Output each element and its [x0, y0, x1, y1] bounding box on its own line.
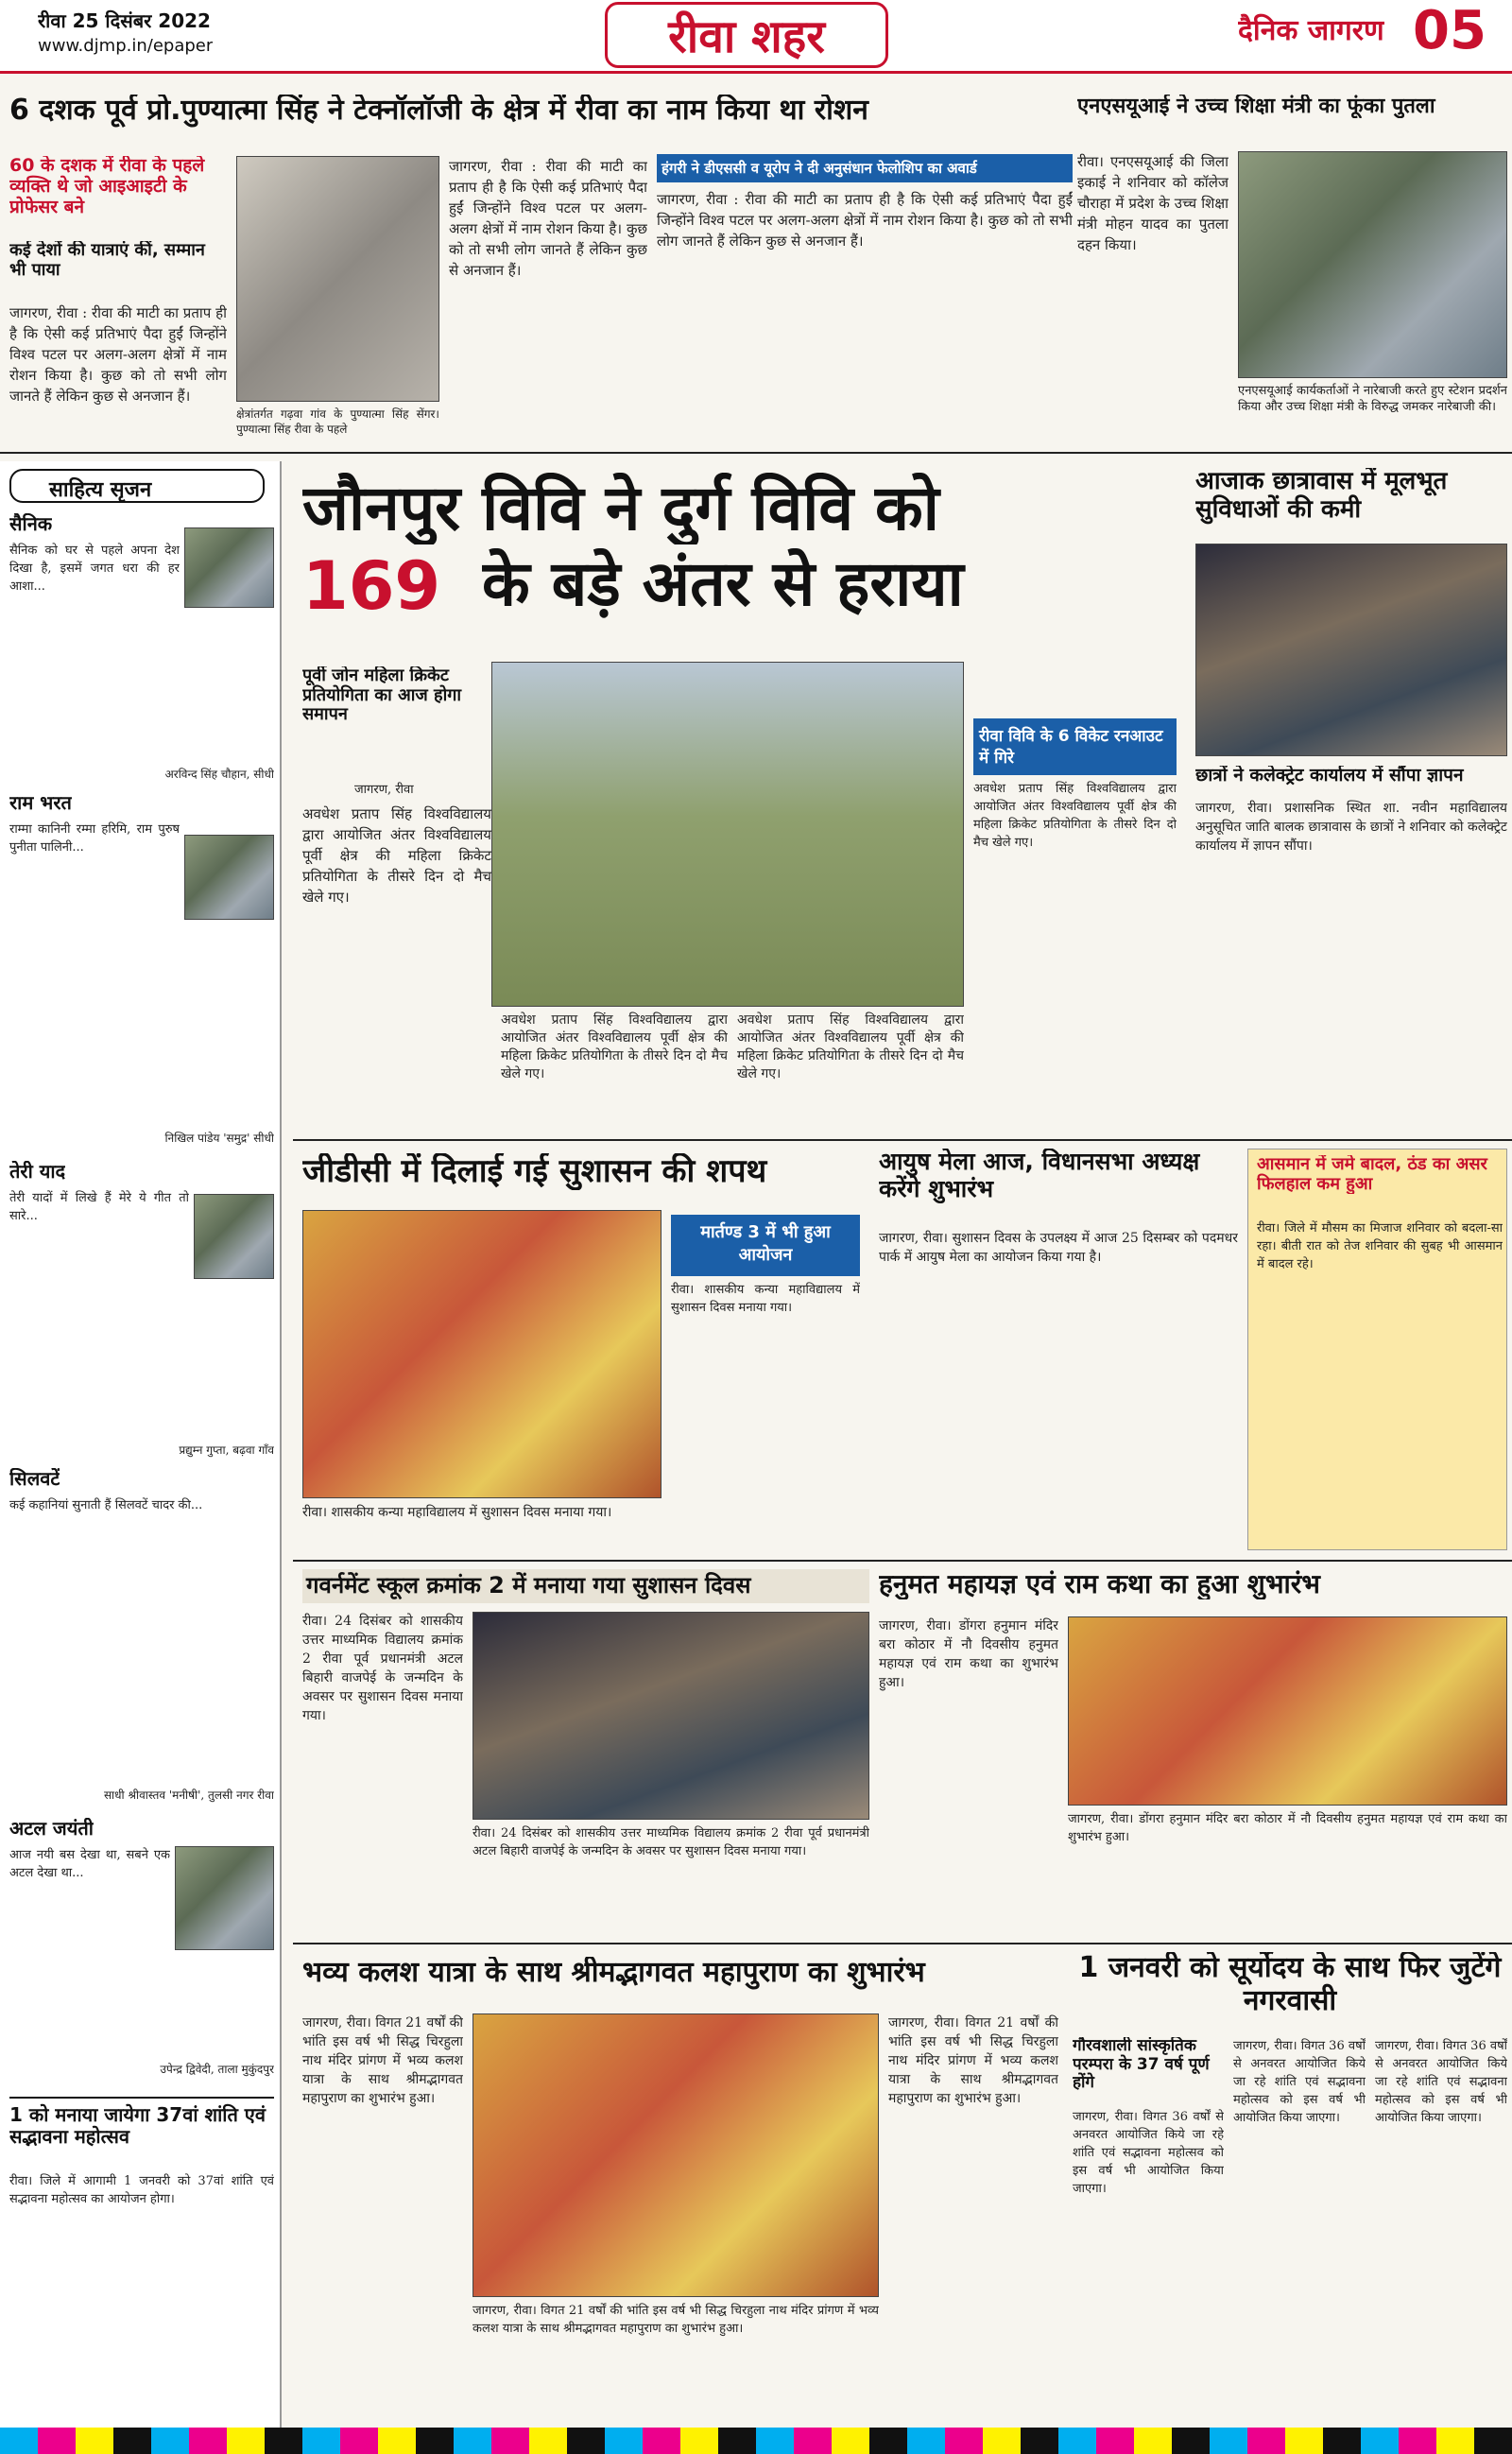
jds-headline: जीडीसी में दिलाई गई सुशासन की शपथ [302, 1153, 767, 1190]
school-photo [472, 1612, 869, 1820]
photo-caption: क्षेत्रांतर्गत गढ़वा गांव के पुण्यात्मा सिंह सेंगर। पुण्यात्मा सिंह रीवा के पहले [236, 407, 439, 436]
jds-box: मार्तण्ड 3 में भी हुआ आयोजन [671, 1215, 860, 1276]
section-title: रीवा शहर [605, 2, 888, 68]
poem-text: आज नयी बस देखा था, सबने एक अटल देखा था... [9, 1848, 170, 1880]
poem-title: सैनिक [9, 513, 53, 535]
top-story-kicker: 60 के दशक में रीवा के पहले व्यक्ति थे जो आइआइटी के प्रोफेसर बने [9, 156, 205, 217]
sports-headline-rest: के बड़े अंतर से हराया [482, 548, 964, 620]
epaper-url[interactable]: www.djmp.in/epaper [38, 36, 214, 56]
hanuman-caption: जागरण, रीवा। डोंगरा हनुमान मंदिर बरा कोठार में नौ दिवसीय हनुमत महायज्ञ एवं राम कथा का शुभारंभ हुआ। [1068, 1812, 1507, 1844]
top-story-body: जागरण, रीवा : रीवा की माटी का प्रताप ही है कि ऐसी कई प्रतिभाएं पैदा हुईं जिन्होंने विश्व पटल पर अलग-अलग क्षेत्रों में नाम रोशन किया है। कुछ को तो सभी लोग जानते हैं लेकिन कुछ से अनजान हैं। [9, 304, 227, 405]
top-story-col2: जागरण, रीवा : रीवा की माटी का प्रताप ही है कि ऐसी कई प्रतिभाएं पैदा हुईं जिन्होंने विश्व पटल पर अलग-अलग क्षेत्रों में नाम रोशन किया है। कुछ को तो सभी लोग जानते हैं लेकिन कुछ से अनजान हैं। [449, 158, 647, 279]
school-col2: रीवा। 24 दिसंबर को शासकीय उत्तर माध्यमिक विद्यालय क्रमांक 2 रीवा पूर्व प्रधानमंत्री अटल बिहारी वाजपेई के जन्मदिन के अवसर पर सुशासन दिवस मनाया गया। [472, 1826, 869, 1858]
jds-body: रीवा। शासकीय कन्या महाविद्यालय में सुशासन दिवस मनाया गया। [671, 1283, 860, 1315]
nsui-headline: एनएसयूआई ने उच्च शिक्षा मंत्री का फूंका पुतला [1077, 95, 1435, 118]
page-number: 05 [1413, 0, 1486, 61]
poem-title: राम भरत [9, 792, 72, 814]
jds-caption: रीवा। शासकीय कन्या महाविद्यालय में सुशासन दिवस मनाया गया। [302, 1505, 612, 1520]
professor-photo [236, 156, 439, 402]
hostel-photo [1195, 544, 1507, 756]
hanuman-body: जागरण, रीवा। डोंगरा हनुमान मंदिर बरा कोठार में नौ दिवसीय हनुमत महायज्ञ एवं राम कथा का शुभारंभ हुआ। [879, 1618, 1058, 1690]
sports-headline-number: 169 [302, 548, 441, 625]
hostel-subhead: छात्रों ने कलेक्ट्रेट कार्यालय में सौंपा ज्ञापन [1195, 766, 1464, 786]
divider [0, 452, 1512, 454]
nsui-caption: एनएसयूआई कार्यकर्ताओं ने नारेबाजी करते हुए स्टेशन प्रदर्शन किया और उच्च शिक्षा मंत्री के विरुद्ध जमकर नारेबाजी की। [1238, 384, 1507, 414]
sports-side-box: रीवा विवि के 6 विकेट रनआउट में गिरे [973, 718, 1177, 775]
newyear-headline: 1 जनवरी को सूर्योदय के साथ फिर जुटेंगे नगरवासी [1078, 1952, 1502, 2017]
poem-text: कई कहानियां सुनाती हैं सिलवटें चादर की... [9, 1498, 203, 1512]
kalash-body: जागरण, रीवा। विगत 21 वर्षों की भांति इस वर्ष भी सिद्ध चिरहुला नाथ मंदिर प्रांगण में भव्य कलश यात्रा के साथ श्रीमद्भागवत महापुराण का शुभारंभ हुआ। [302, 2015, 463, 2106]
newyear-body: जागरण, रीवा। विगत 36 वर्षों से अनवरत आयोजित किये जा रहे शांति एवं सद्भावना महोत्सव को इस वर्ष भी आयोजित किया जाएगा। [1073, 2110, 1224, 2196]
hanuman-photo [1068, 1616, 1507, 1806]
peace-festival-headline: 1 को मनाया जायेगा 37वां शांति एवं सद्भावना महोत्सव [9, 2097, 274, 2148]
edition-date: रीवा 25 दिसंबर 2022 [38, 9, 211, 32]
registration-color-bar [0, 2428, 1512, 2454]
sports-col2: अवधेश प्रताप सिंह विश्वविद्यालय द्वारा आयोजित अंतर विश्वविद्यालय पूर्वी क्षेत्र की महिला क्रिकेट प्रतियोगिता के तीसरे दिन दो मैच खेले गए। [501, 1012, 728, 1081]
poem-author: साधी श्रीवास्तव 'मनीषी', तुलसी नगर रीवा [103, 1789, 274, 1802]
poet-photo [175, 1846, 274, 1950]
newyear-subhead: गौरवशाली सांस्कृतिक परम्परा के 37 वर्ष पूर्ण होंगे [1073, 2037, 1210, 2093]
school-headline: गवर्नमेंट स्कूल क्रमांक 2 में मनाया गया सुशासन दिवस [302, 1569, 869, 1603]
divider [293, 1943, 1512, 1944]
kalash-col3: जागरण, रीवा। विगत 21 वर्षों की भांति इस वर्ष भी सिद्ध चिरहुला नाथ मंदिर प्रांगण में भव्य कलश यात्रा के साथ श्रीमद्भागवत महापुराण का शुभारंभ हुआ। [888, 2015, 1058, 2106]
poem-author: अरविन्द सिंह चौहान, सीधी [164, 768, 274, 781]
sports-side-body: अवधेश प्रताप सिंह विश्वविद्यालय द्वारा आयोजित अंतर विश्वविद्यालय पूर्वी क्षेत्र की महिला क्रिकेट प्रतियोगिता के तीसरे दिन दो मैच खेले गए। [973, 782, 1177, 850]
sports-col3: अवधेश प्रताप सिंह विश्वविद्यालय द्वारा आयोजित अंतर विश्वविद्यालय पूर्वी क्षेत्र की महिला क्रिकेट प्रतियोगिता के तीसरे दिन दो मैच खेले गए। [737, 1012, 964, 1081]
poem-title: अटल जयंती [9, 1818, 94, 1840]
poem-text: राम्मा कानिनी रम्मा हरिमि, राम पुरुष पुनीता पालिनी... [9, 822, 180, 855]
poem-author: उपेन्द्र द्विवेदी, ताला मुकुंदपुर [160, 2063, 274, 2076]
ayush-headline: आयुष मेला आज, विधानसभा अध्यक्ष करेंगे शुभारंभ [879, 1149, 1200, 1202]
weather-body: रीवा। जिले में मौसम का मिजाज शनिवार को बदला-सा रहा। बीती रात को तेज शनिवार की सुबह भी आसमान में बादल रहे। [1257, 1221, 1503, 1271]
divider [293, 1139, 1512, 1141]
poem-title: सिलवटें [9, 1468, 60, 1490]
literature-sidebar [0, 461, 282, 2428]
sports-byline: जागरण, रीवा [354, 783, 414, 797]
paper-name: दैनिक जागरण [1238, 14, 1384, 47]
poet-photo [194, 1194, 274, 1279]
masthead [0, 0, 1512, 74]
nsui-photo [1238, 151, 1507, 378]
top-story-headline: 6 दशक पूर्व प्रो.पुण्यात्मा सिंह ने टेक्नॉलाॅजी के क्षेत्र में रीवा का नाम किया था रोशन [9, 95, 868, 127]
poem-title: तेरी याद [9, 1161, 66, 1183]
divider [293, 1560, 1512, 1562]
poet-photo [184, 527, 274, 608]
newyear-col3: जागरण, रीवा। विगत 36 वर्षों से अनवरत आयोजित किये जा रहे शांति एवं सद्भावना महोत्सव को इस वर्ष भी आयोजित किया जाएगा। [1375, 2039, 1507, 2125]
top-story-subhead: हंगरी ने डीएससी व यूरोप ने दी अनुसंधान फेलोशिप का अवार्ड [657, 154, 1073, 182]
school-body: रीवा। 24 दिसंबर को शासकीय उत्तर माध्यमिक विद्यालय क्रमांक 2 रीवा पूर्व प्रधानमंत्री अटल बिहारी वाजपेई के जन्मदिन के अवसर पर सुशासन दिवस मनाया गया। [302, 1614, 463, 1723]
sports-headline: जौनपुर विवि ने दुर्ग विवि को [302, 473, 939, 544]
hostel-body: जागरण, रीवा। प्रशासनिक स्थित शा. नवीन महाविद्यालय अनुसूचित जाति बालक छात्रावास के छात्रों ने शनिवार को कलेक्ट्रेट कार्यालय में ज्ञापन सौंपा। [1195, 801, 1507, 854]
ayush-body: जागरण, रीवा। सुशासन दिवस के उपलक्ष्य में आज 25 दिसम्बर को पदमधर पार्क में आयुष मेला का आयोजन किया गया है। [879, 1231, 1238, 1265]
cricket-photo [491, 662, 964, 1007]
top-story-kicker2: कई देशों की यात्राएं कीं, सम्मान भी पाया [9, 241, 205, 280]
newyear-col2: जागरण, रीवा। विगत 36 वर्षों से अनवरत आयोजित किये जा रहे शांति एवं सद्भावना महोत्सव को इस वर्ष भी आयोजित किया जाएगा। [1233, 2039, 1366, 2125]
poet-photo [184, 835, 274, 920]
nsui-body: रीवा। एनएसयूआई की जिला इकाई ने शनिवार को कॉलेज चौराहा में प्रदेश के उच्च शिक्षा मंत्री मोहन यादव का पुतला दहन किया। [1077, 153, 1228, 253]
poem-text: सैनिक को घर से पहले अपना देश दिखा है, इसमें जगत धरा की हर आशा... [9, 544, 180, 594]
sports-body: अवधेश प्रताप सिंह विश्वविद्यालय द्वारा आयोजित अंतर विश्वविद्यालय पूर्वी क्षेत्र की महिला क्रिकेट प्रतियोगिता के तीसरे दिन दो मैच खेले गए। [302, 805, 491, 906]
sidebar-title: साहित्य सृजन [9, 469, 265, 503]
hanuman-headline: हनुमत महायज्ञ एवं राम कथा का हुआ शुभारंभ [879, 1569, 1320, 1599]
sports-subhead: पूर्वी जोन महिला क्रिकेट प्रतियोगिता का आज होगा समापन [302, 666, 462, 725]
kalash-headline: भव्य कलश यात्रा के साथ श्रीमद्भागवत महापुराण का शुभारंभ [302, 1957, 925, 1989]
poem-author: निखिल पांडेय 'समुद्र' सीधी [164, 1132, 274, 1145]
weather-headline: आसमान में जमे बादल, ठंड का असर फिलहाल कम हुआ [1257, 1155, 1487, 1194]
poem-text: तेरी यादों में लिखे हैं मेरे ये गीत तो सारे... [9, 1191, 189, 1223]
kalash-col2: जागरण, रीवा। विगत 21 वर्षों की भांति इस वर्ष भी सिद्ध चिरहुला नाथ मंदिर प्रांगण में भव्य कलश यात्रा के साथ श्रीमद्भागवत महापुराण का शुभारंभ हुआ। [472, 2304, 879, 2336]
top-story-col3: जागरण, रीवा : रीवा की माटी का प्रताप ही है कि ऐसी कई प्रतिभाएं पैदा हुईं जिन्होंने विश्व पटल पर अलग-अलग क्षेत्रों में नाम रोशन किया है। कुछ को तो सभी लोग जानते हैं लेकिन कुछ से अनजान हैं। [657, 191, 1073, 250]
jds-photo [302, 1210, 662, 1498]
poem-author: प्रद्युम्न गुप्ता, बढ़वा गाँव [179, 1443, 274, 1457]
peace-festival-body: रीवा। जिले में आगामी 1 जनवरी को 37वां शांति एवं सद्भावना महोत्सव का आयोजन होगा। [9, 2174, 274, 2206]
kalash-photo [472, 2013, 879, 2297]
hostel-headline: आजाक छात्रावास में मूलभूत सुविधाओं की कमी [1195, 468, 1448, 524]
